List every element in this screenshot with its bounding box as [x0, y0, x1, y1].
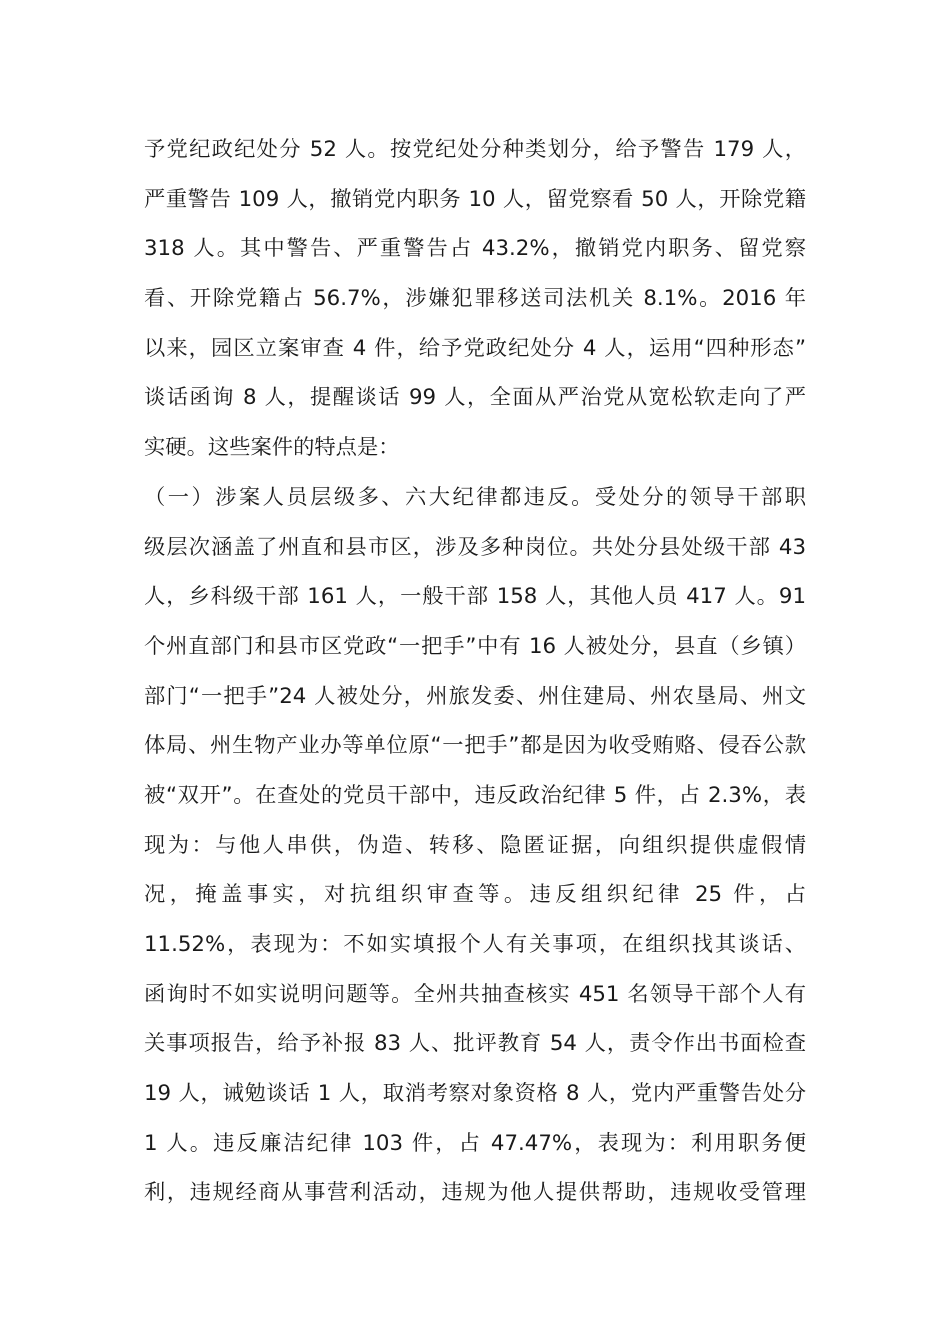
- text-line-1: 予党纪政纪处分 52 人。按党纪处分种类划分，给予警告 179 人，: [144, 137, 806, 162]
- text-line-5: 以来，园区立案审查 4 件，给予党政纪处分 4 人，运用“四种形态”: [144, 335, 806, 361]
- document-body: [144, 125, 806, 1218]
- text-line-10: 人，乡科级干部 161 人，一般干部 158 人，其他人员 417 人。91: [144, 584, 806, 610]
- text-line-21: 1 人。违反廉洁纪律 103 件，占 47.47%，表现为：利用职务便: [144, 1130, 806, 1156]
- text-line-3: 318 人。其中警告、严重警告占 43.2%，撤销党内职务、留党察: [144, 236, 806, 262]
- text-line-16: 况，掩盖事实，对抗组织审查等。违反组织纪律 25 件，占: [144, 882, 806, 908]
- text-line-22: 利，违规经商从事营利活动，违规为他人提供帮助，违规收受管理: [144, 1180, 806, 1206]
- text-line-2: 严重警告 109 人，撤销党内职务 10 人，留党察看 50 人，开除党籍: [144, 186, 806, 212]
- text-line-19: 关事项报告，给予补报 83 人、批评教育 54 人，责令作出书面检查: [144, 1031, 806, 1057]
- text-line-15: 现为：与他人串供，伪造、转移、隐匿证据，向组织提供虚假情: [144, 832, 806, 858]
- text-line-8: （一）涉案人员层级多、六大纪律都违反。受处分的领导干部职: [144, 484, 806, 510]
- text-line-6: 谈话函询 8 人，提醒谈话 99 人，全面从严治党从宽松软走向了严: [144, 385, 806, 411]
- text-line-12: 部门“一把手”24 人被处分，州旅发委、州住建局、州农垦局、州文: [144, 683, 806, 709]
- text-line-9: 级层次涵盖了州直和县市区，涉及多种岗位。共处分县处级干部 43: [144, 534, 806, 560]
- text-line-4: 看、开除党籍占 56.7%，涉嫌犯罪移送司法机关 8.1%。2016 年: [144, 286, 806, 312]
- text-line-17: 11.52%，表现为：不如实填报个人有关事项，在组织找其谈话、: [144, 932, 806, 957]
- text-line-18: 函询时不如实说明问题等。全州共抽查核实 451 名领导干部个人有: [144, 981, 806, 1007]
- text-line-7: 实硬。这些案件的特点是：: [144, 435, 400, 461]
- text-line-20: 19 人，诫勉谈话 1 人，取消考察对象资格 8 人，党内严重警告处分: [144, 1081, 806, 1107]
- text-line-14: 被“双开”。在查处的党员干部中，违反政治纪律 5 件，占 2.3%，表: [144, 782, 806, 808]
- text-line-13: 体局、州生物产业办等单位原“一把手”都是因为收受贿赂、侵吞公款: [144, 733, 806, 759]
- text-line-11: 个州直部门和县市区党政“一把手”中有 16 人被处分，县直（乡镇）: [144, 633, 806, 659]
